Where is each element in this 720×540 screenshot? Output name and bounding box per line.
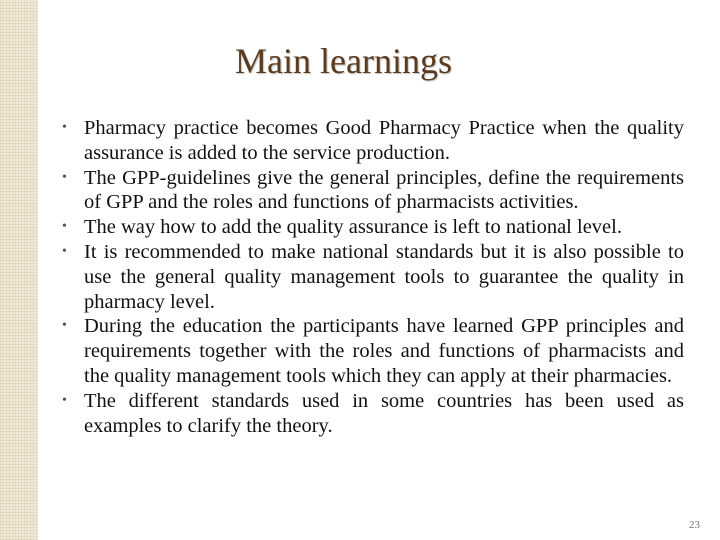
bullet-marker: • — [62, 219, 67, 235]
bullet-marker: • — [62, 392, 67, 408]
bullet-text: The way how to add the quality assurance is left to national level. — [84, 216, 622, 239]
bullet-list — [10, 116, 684, 438]
slide-title: Main learnings — [235, 41, 452, 81]
bullet-text: The GPP-guidelines give the general principles, define the requirements of GPP and the roles and functions of pharmacists activities. — [84, 166, 684, 214]
bullet-marker: • — [62, 318, 67, 334]
bullet-item — [10, 116, 684, 166]
bullet-marker: • — [62, 120, 67, 135]
bullet-item — [10, 314, 684, 388]
bullet-marker: • — [62, 169, 67, 185]
bullet-item — [10, 166, 684, 216]
page-number: 23 — [689, 519, 700, 531]
bullet-text: The different standards used in some countries has been used as examples to clarify the theory. — [84, 389, 684, 437]
bullet-item — [10, 215, 684, 240]
bullet-text: Pharmacy practice becomes Good Pharmacy Practice when the quality assurance is added to the service production. — [84, 117, 684, 164]
bullet-item — [10, 240, 684, 314]
bullet-item — [10, 389, 684, 439]
bullet-text: During the education the participants have learned GPP principles and requirements together with the roles and functions of pharmacists and the quality management tools which they can apply at their pharmacies. — [84, 315, 684, 387]
bullet-text: It is recommended to make national standards but it is also possible to use the general quality management tools to guarantee the quality in pharmacy level. — [84, 240, 684, 313]
bullet-marker: • — [62, 243, 67, 259]
